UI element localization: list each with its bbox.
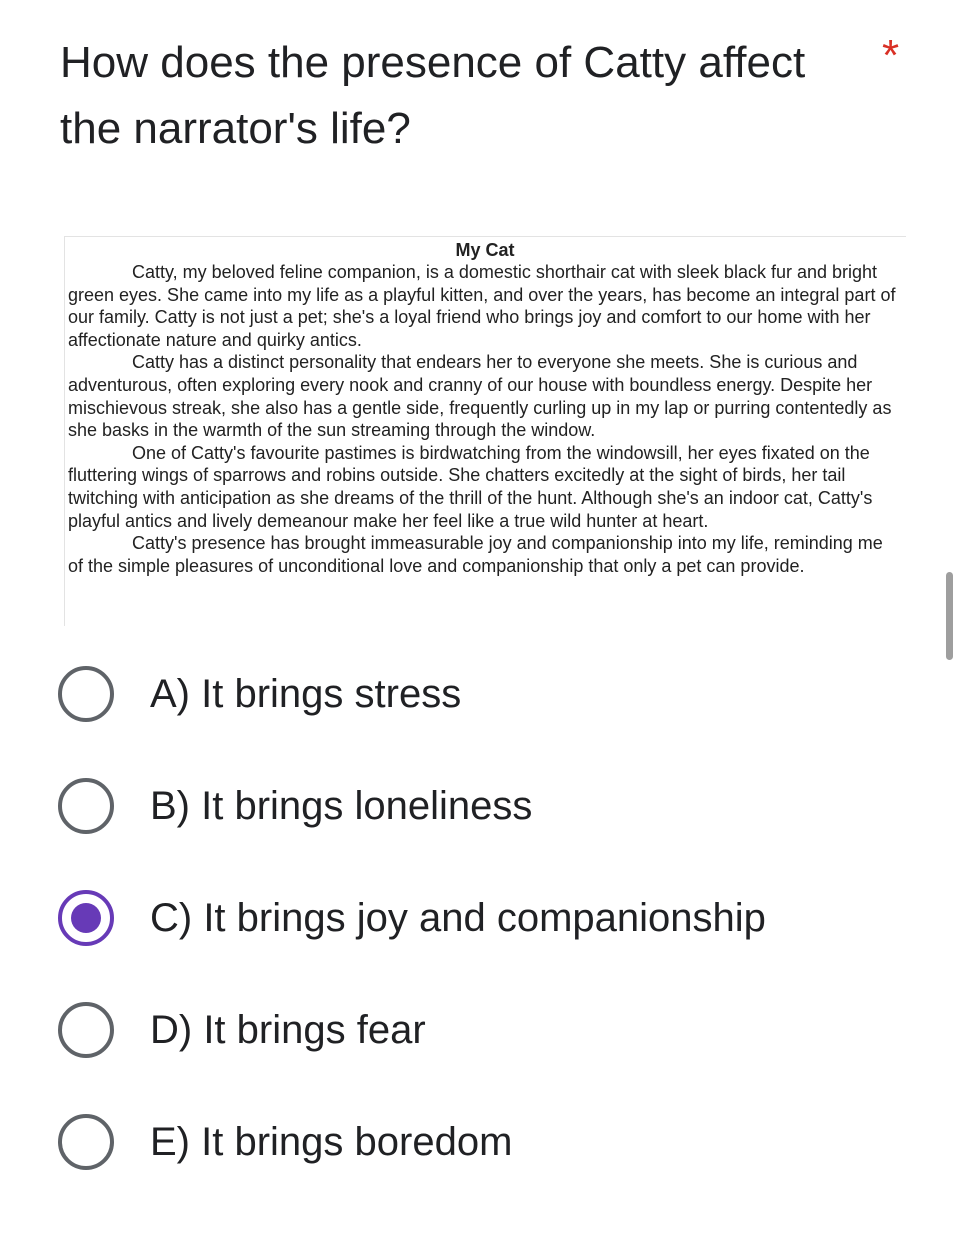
passage-paragraph: Catty has a distinct personality that endears her to everyone she meets. She is curious and adventurous, often exploring every nook and cranny of our house with boundless energy. Despite her mischievous streak, she also has a gentle side, frequently curling up in my lap or purring contentedly as she basks in the warmth of the sun streaming through the window.	[68, 352, 892, 441]
radio-button-b[interactable]	[58, 778, 114, 834]
option-e[interactable]	[58, 1088, 918, 1196]
passage-image	[64, 236, 906, 626]
required-asterisk: *	[882, 31, 900, 80]
question-title: How does the presence of Catty affect the narrator's life?	[60, 38, 806, 153]
radio-button-d[interactable]	[58, 1002, 114, 1058]
radio-button-a[interactable]	[58, 666, 114, 722]
option-a-label: A) It brings stress	[150, 672, 462, 716]
passage-paragraph: One of Catty's favourite pastimes is birdwatching from the windowsill, her eyes fixated on the fluttering wings of sparrows and robins outside. She chatters excitedly at the sight of birds, her tail twitching with anticipation as she dreams of the thrill of the hunt. Although she's an indoor cat, Catty's playful antics and lively demeanour make her feel like a true wild hunter at heart.	[68, 442, 873, 531]
passage-paragraph: Catty's presence has brought immeasurable joy and companionship into my life, reminding me of the simple pleasures of unconditional love and companionship that only a pet can provide.	[68, 533, 883, 576]
option-b[interactable]	[58, 752, 918, 860]
option-c-label: C) It brings joy and companionship	[150, 896, 766, 940]
option-b-label: B) It brings loneliness	[150, 784, 533, 828]
option-d-label: D) It brings fear	[150, 1008, 426, 1052]
radio-button-c-selected[interactable]	[58, 890, 114, 946]
radio-button-e[interactable]	[58, 1114, 114, 1170]
passage-paragraph: Catty, my beloved feline companion, is a domestic shorthair cat with sleek black fur and bright green eyes. She came into my life as a playful kitten, and over the years, has become an integral part of our family. Catty is not just a pet; she's a loyal friend who brings joy and comfort to our home with her affectionate nature and quirky antics.	[68, 262, 896, 350]
passage-title: My Cat	[455, 240, 515, 260]
option-c[interactable]	[58, 864, 918, 972]
option-e-label: E) It brings boredom	[150, 1120, 513, 1164]
option-d[interactable]	[58, 976, 918, 1084]
option-a[interactable]	[58, 640, 918, 748]
scrollbar-thumb[interactable]	[946, 572, 953, 660]
